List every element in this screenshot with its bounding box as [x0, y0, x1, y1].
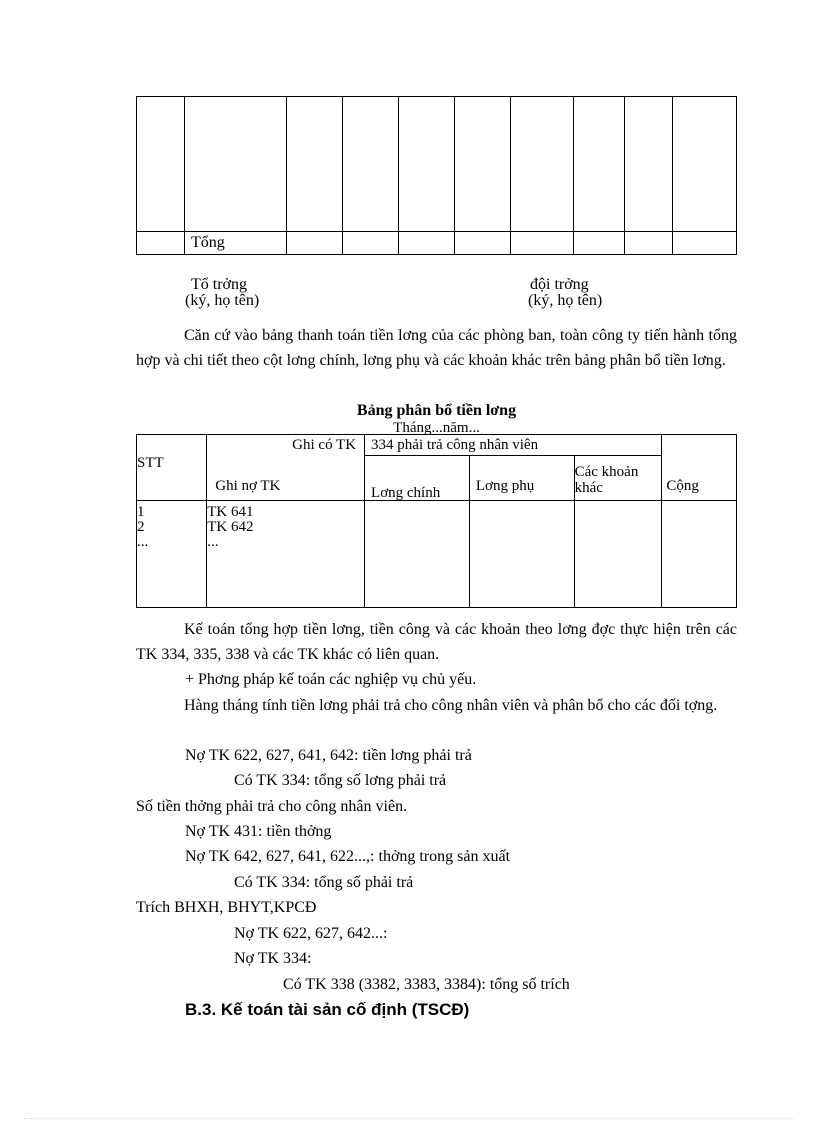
header-extra-salary: Lơng phụ: [469, 456, 574, 501]
row-stt-3: ...: [137, 533, 149, 550]
header-credit: Ghi có TK: [207, 435, 365, 456]
entry-line-9: Nợ TK 334:: [234, 950, 312, 967]
section-heading: B.3. Kế toán tài sản cố định (TSCĐ): [185, 1000, 470, 1019]
header-debit: Ghi nợ TK: [207, 456, 365, 501]
entry-line-3: Số tiền thởng phải trả cho công nhân viên.: [136, 798, 408, 815]
entry-line-7: Trích BHXH, BHYT,KPCĐ: [136, 899, 317, 916]
entry-line-6: Có TK 334: tổng số phải trả: [234, 874, 414, 891]
allocation-table-subtitle: Tháng...năm...: [393, 420, 480, 436]
row-stt-2: 2: [137, 518, 145, 535]
page-bottom-rule: [24, 1118, 794, 1119]
sig-right-title: đội trởng: [530, 276, 589, 293]
header-other: Các khoản khác: [574, 456, 662, 501]
row-account-1: TK 641: [207, 503, 254, 520]
allocation-table-title: Bảng phân bổ tiền lơng: [356, 402, 517, 419]
header-group: 334 phải trả công nhân viên: [365, 435, 662, 456]
entry-line-1: Nợ TK 622, 627, 641, 642: tiền lơng phải trả: [185, 747, 472, 764]
row-account-2: TK 642: [207, 518, 254, 535]
ledger-body-row: [137, 97, 737, 232]
paragraph-monthly: Hàng tháng tính tiền lơng phải trả cho công nhân viên và phân bổ cho các đối tợng.: [184, 697, 718, 714]
header-stt: STT: [137, 454, 164, 471]
paragraph-summary: Kế toán tổng hợp tiền lơng, tiền công và các khoản theo lơng đợc thực hiện trên các TK 334, 335, 338 và các TK khác có liên quan.: [136, 621, 737, 663]
method-line: + Phơng pháp kế toán các nghiệp vụ chủ yếu.: [185, 671, 477, 688]
ledger-total-row: [137, 232, 737, 255]
header-total: Cộng: [662, 435, 737, 501]
sig-right-sub: (ký, họ tên): [528, 292, 603, 309]
sig-left-sub: (ký, họ tên): [185, 292, 260, 309]
ledger-table: [136, 96, 737, 255]
total-label: Tổng: [185, 232, 287, 255]
header-main-salary: Lơng chính: [365, 456, 470, 501]
row-account-3: ...: [207, 533, 219, 550]
entry-line-5: Nợ TK 642, 627, 641, 622...,: thởng trong sản xuất: [185, 848, 511, 865]
entry-line-8: Nợ TK 622, 627, 642...:: [234, 925, 388, 942]
entry-line-4: Nợ TK 431: tiền thởng: [185, 823, 332, 840]
allocation-table: [136, 434, 737, 608]
entry-line-2: Có TK 334: tổng số lơng phải trả: [234, 772, 447, 789]
entry-line-10: Có TK 338 (3382, 3383, 3384): tổng số trích: [283, 976, 570, 993]
sig-left-title: Tổ trởng: [191, 276, 248, 293]
row-stt-1: 1: [137, 503, 145, 520]
paragraph-allocation-intro: Căn cứ vào bảng thanh toán tiền lơng của các phòng ban, toàn công ty tiến hành tổng hợp và chi tiết theo cột lơng chính, lơng phụ và các khoản khác trên bảng phân bổ tiền lơng.: [136, 327, 737, 369]
